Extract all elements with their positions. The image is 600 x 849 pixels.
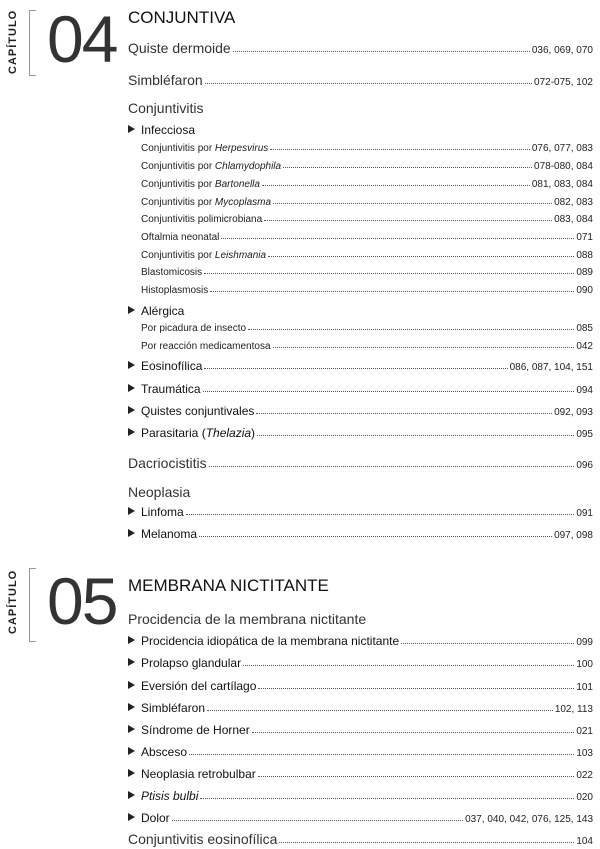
leader-dots [233,51,530,52]
toc-entry[interactable]: Absceso 103 [128,745,598,759]
toc-entry[interactable]: Conjuntivitis eosinofílica 104 [128,831,593,847]
triangle-right-icon [128,703,135,711]
toc-entry[interactable]: Conjuntivitis polimicrobiana 083, 084 [141,214,593,225]
section-heading: Procidencia de la membrana nictitante [128,611,367,627]
leader-dots [204,273,574,274]
bracket-decoration [29,10,36,76]
leader-dots [203,391,575,392]
leader-dots [189,754,574,755]
toc-entry[interactable]: Conjuntivitis por Herpesvirus 076, 077, 083 [141,143,593,154]
section-heading: Neoplasia [128,484,191,500]
leader-dots [273,203,552,204]
toc-entry-parasitaria[interactable]: Parasitaria (Thelazia) 095 [128,426,598,440]
toc-entry[interactable]: Eversión del cartílago 101 [128,679,598,693]
toc-entry[interactable]: Por picadura de insecto 085 [141,323,593,334]
toc-entry[interactable]: Síndrome de Horner 021 [128,723,598,737]
leader-dots [258,688,574,689]
triangle-right-icon [128,306,135,314]
triangle-right-icon [128,791,135,799]
chapter-number: 04 [47,2,117,76]
leader-dots [209,466,575,467]
subsection-alergica[interactable]: Alérgica [128,304,184,318]
triangle-right-icon [128,747,135,755]
toc-entry-traumatica[interactable]: Traumática 094 [128,382,598,396]
triangle-right-icon [128,658,135,666]
toc-entry[interactable]: Conjuntivitis por Leishmania 088 [141,250,593,261]
chapter-title: MEMBRANA NICTITANTE [128,576,329,595]
leader-dots [264,220,552,221]
toc-entry-quistes[interactable]: Quistes conjuntivales 092, 093 [128,404,598,418]
toc-entry[interactable]: Prolapso glandular 100 [128,656,598,670]
leader-dots [256,413,552,414]
leader-dots [257,435,574,436]
leader-dots [268,256,574,257]
leader-dots [172,820,463,821]
leader-dots [205,83,532,84]
toc-entry[interactable]: Simbléfaron 102, 113 [128,701,598,715]
toc-entry[interactable]: Conjuntivitis por Chlamydophila 078-080, 084 [141,161,593,172]
leader-dots [401,643,574,644]
triangle-right-icon [128,813,135,821]
triangle-right-icon [128,636,135,644]
leader-dots [204,368,507,369]
leader-dots [207,710,553,711]
bracket-decoration [29,568,36,642]
toc-entry[interactable]: Blastomicosis 089 [141,267,593,278]
leader-dots [199,536,552,537]
triangle-right-icon [128,361,135,369]
leader-dots [248,329,574,330]
chapter-title: CONJUNTIVA [128,8,236,27]
triangle-right-icon [128,507,135,515]
leader-dots [270,149,530,150]
leader-dots [279,842,574,843]
toc-entry[interactable]: Quiste dermoide 036, 069, 070 [128,40,593,56]
toc-entry-melanoma[interactable]: Melanoma 097, 098 [128,527,598,541]
toc-entry[interactable]: Conjuntivitis por Bartonella 081, 083, 084 [141,179,593,190]
triangle-right-icon [128,769,135,777]
chapter-label: CAPÍTULO [7,9,19,74]
leader-dots [210,291,574,292]
chapter-label: CAPÍTULO [7,569,19,634]
toc-entry[interactable]: Ptisis bulbi 020 [128,789,598,803]
toc-entry-eosinofilica[interactable]: Eosinofílica 086, 087, 104, 151 [128,359,598,373]
leader-dots [243,665,574,666]
toc-entry[interactable]: Procidencia idiopática de la membrana nictitante 099 [128,634,598,648]
toc-entry[interactable]: Dolor 037, 040, 042, 076, 125, 143 [128,811,598,825]
leader-dots [186,514,575,515]
leader-dots [221,238,574,239]
toc-entry[interactable]: Por reacción medicamentosa 042 [141,341,593,352]
toc-entry[interactable]: Histoplasmosis 090 [141,285,593,296]
triangle-right-icon [128,125,135,133]
toc-entry-linfoma[interactable]: Linfoma 091 [128,505,598,519]
leader-dots [283,167,532,168]
toc-entry[interactable]: Dacriocistitis 096 [128,455,593,471]
subsection-infecciosa[interactable]: Infecciosa [128,123,195,137]
triangle-right-icon [128,725,135,733]
toc-entry[interactable]: Neoplasia retrobulbar 022 [128,767,598,781]
leader-dots [200,798,574,799]
triangle-right-icon [128,406,135,414]
triangle-right-icon [128,428,135,436]
triangle-right-icon [128,529,135,537]
leader-dots [258,776,575,777]
triangle-right-icon [128,681,135,689]
leader-dots [273,347,575,348]
chapter-number: 05 [47,564,117,638]
toc-entry[interactable]: Oftalmia neonatal 071 [141,232,593,243]
leader-dots [252,732,575,733]
triangle-right-icon [128,384,135,392]
leader-dots [262,185,530,186]
toc-entry[interactable]: Conjuntivitis por Mycoplasma 082, 083 [141,197,593,208]
section-heading: Conjuntivitis [128,100,204,116]
toc-entry[interactable]: Simbléfaron 072-075, 102 [128,72,593,88]
